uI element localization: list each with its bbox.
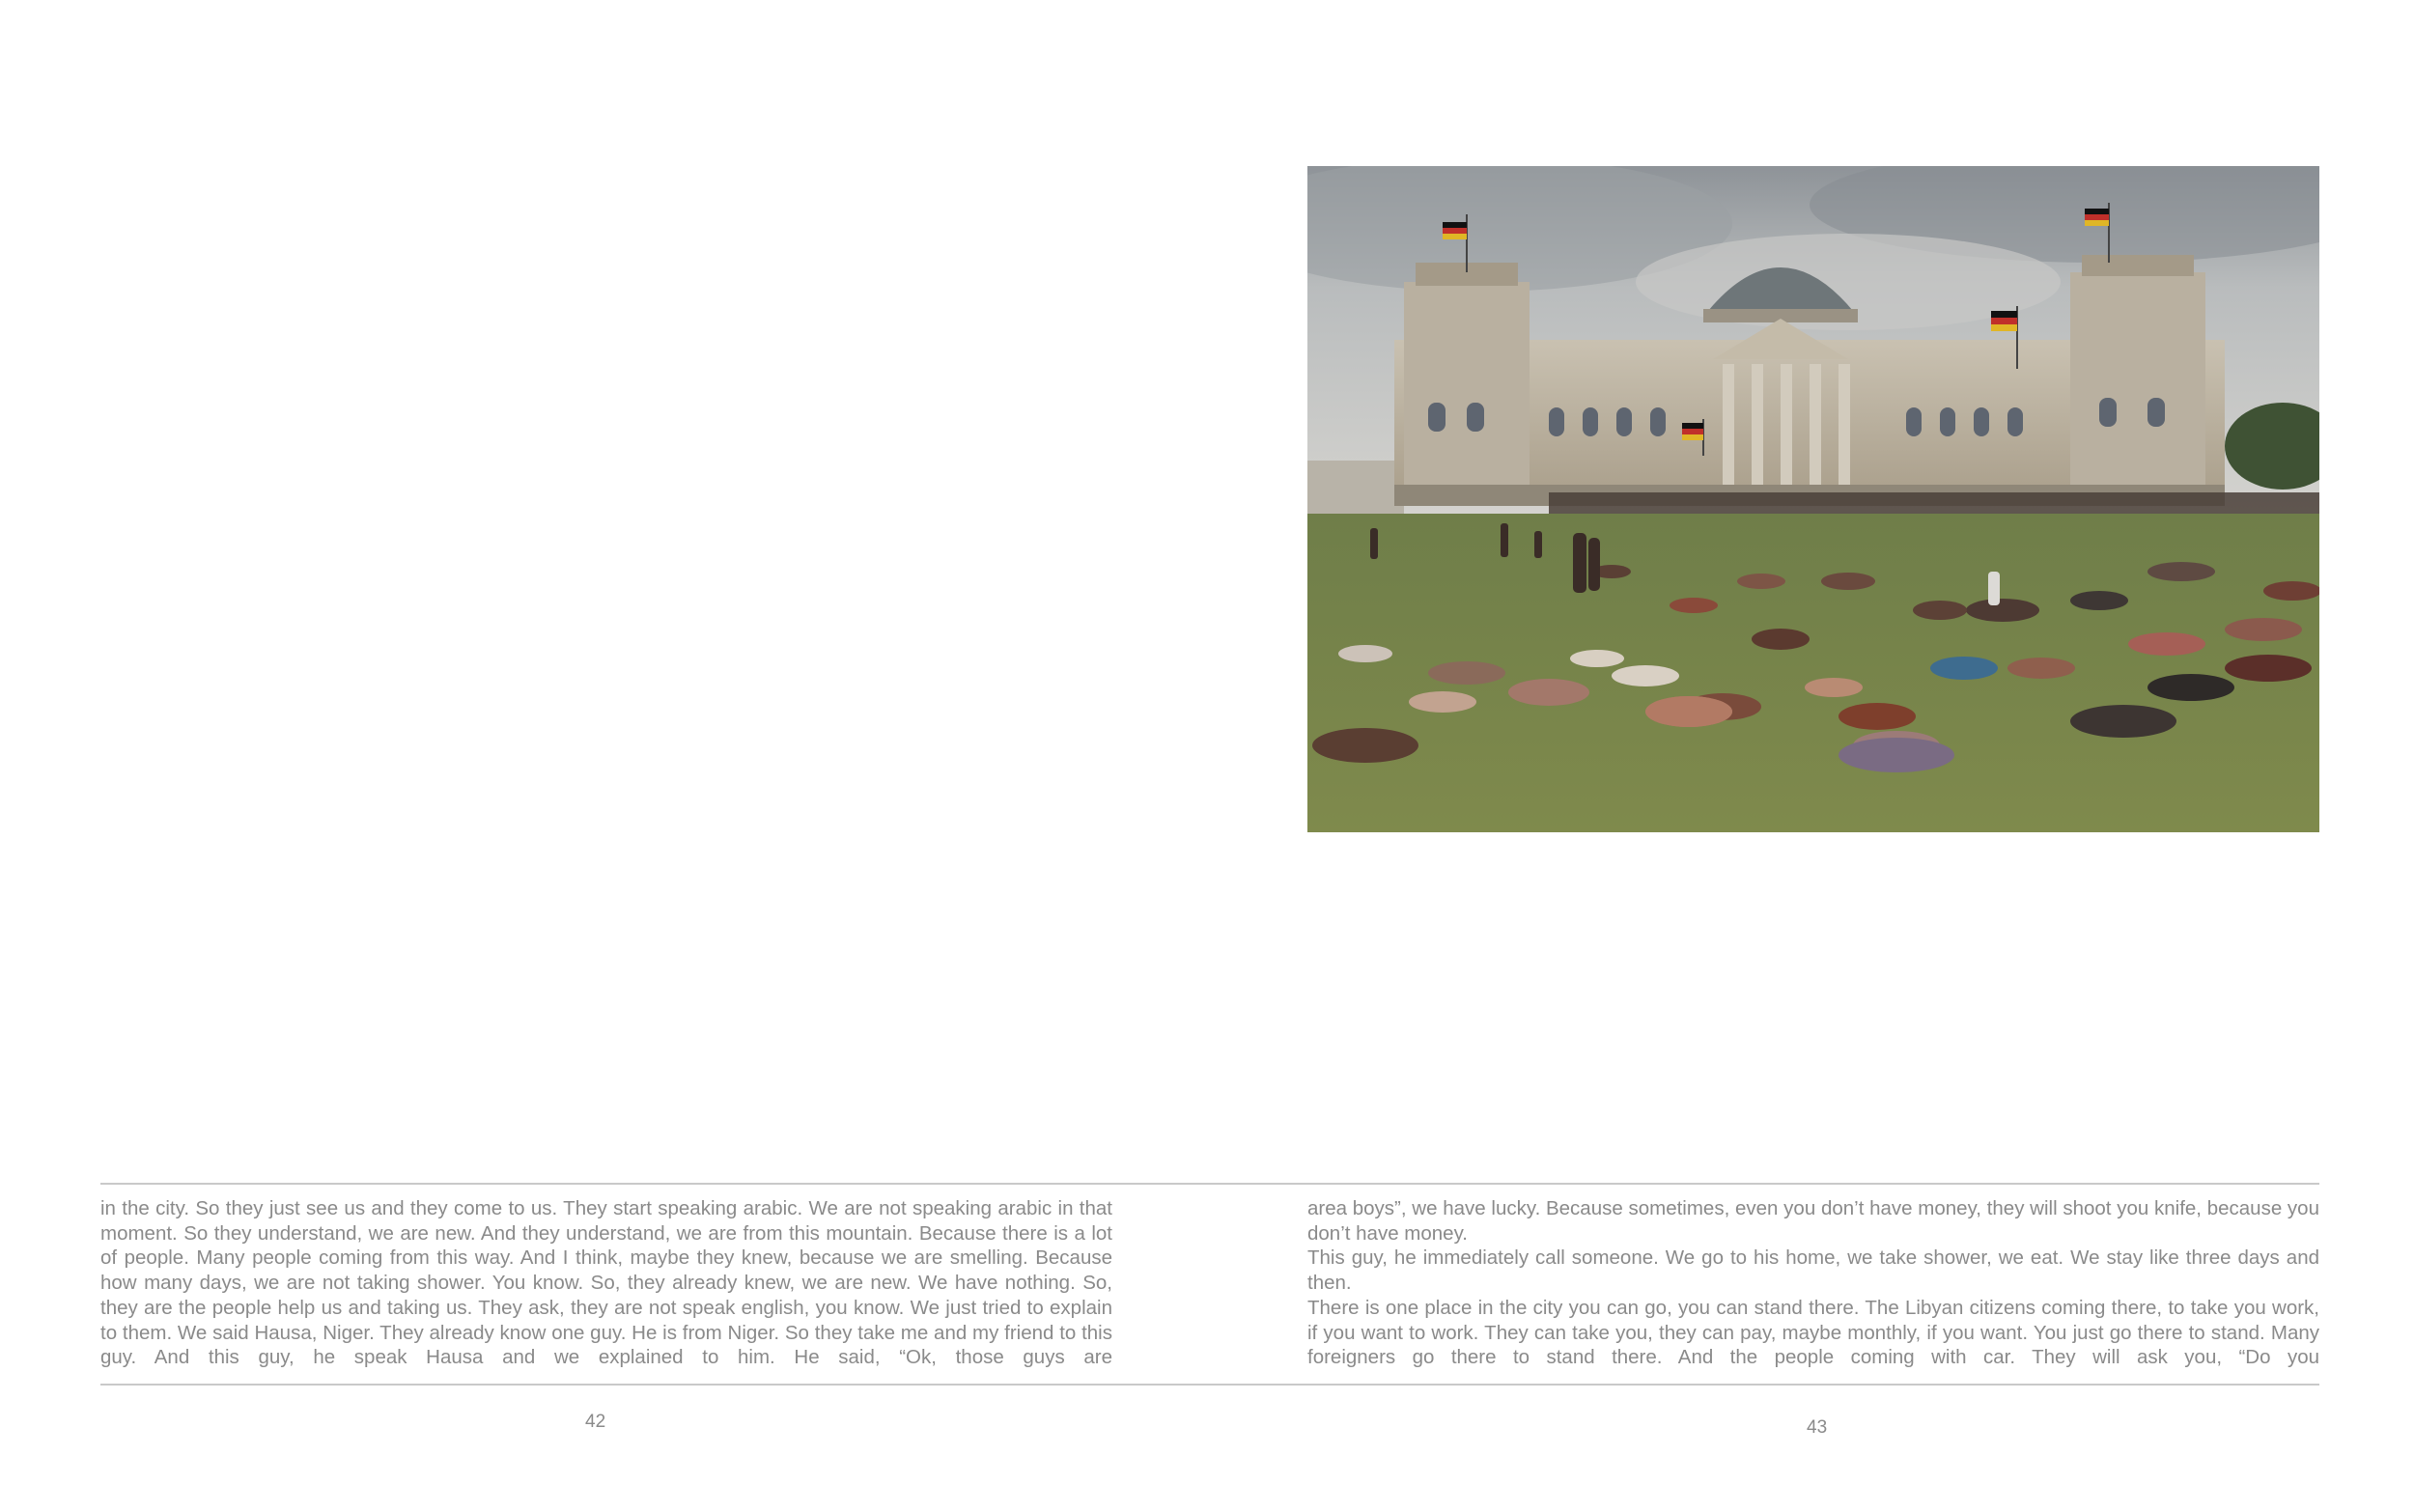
page-number-left: 42 <box>585 1412 606 1432</box>
bottom-rule <box>100 1384 2319 1386</box>
right-page-text <box>1307 1196 2319 1380</box>
page-number-right: 43 <box>1807 1417 1828 1438</box>
right-paragraph: This guy, he immediately call someone. We go to his home, we take shower, we eat. We stay like three days and then. <box>1307 1246 2319 1295</box>
left-paragraph: in the city. So they just see us and they come to us. They start speaking arabic. We are not speaking arabic in that moment. So they understand, we are new. And they understand, we are from this mountain. Because there is a lot of people. Many people coming from this way. And I think, maybe they knew, because we are smelling. Because how many days, we are not taking shower. You know. So, they already knew, we are new. We have nothing. So, they are the people help us and taking us. They ask, they are not speak english, you know. We just tried to explain to them. We said Hausa, Niger. They already know one guy. He is from Niger. So they take me and my friend to this guy. And this guy, he speak Hausa and we explained to him. He said, “Ok, those guys are <box>100 1197 1112 1369</box>
top-rule <box>100 1183 2319 1185</box>
reichstag-photo <box>1307 166 2319 832</box>
right-paragraph: There is one place in the city you can go, you can stand there. The Libyan citizens coming there, to take you work, if you want to work. They can take you, they can pay, maybe monthly, if you want. You just go there to stand. Many foreigners go there to stand there. And the people coming with car. They will ask you, “Do you <box>1307 1296 2319 1369</box>
reichstag-photo-image <box>1307 166 2319 832</box>
left-page-text <box>100 1196 1112 1380</box>
right-paragraph: area boys”, we have lucky. Because sometimes, even you don’t have money, they will shoot you knife, because you don’t have money. <box>1307 1197 2319 1245</box>
